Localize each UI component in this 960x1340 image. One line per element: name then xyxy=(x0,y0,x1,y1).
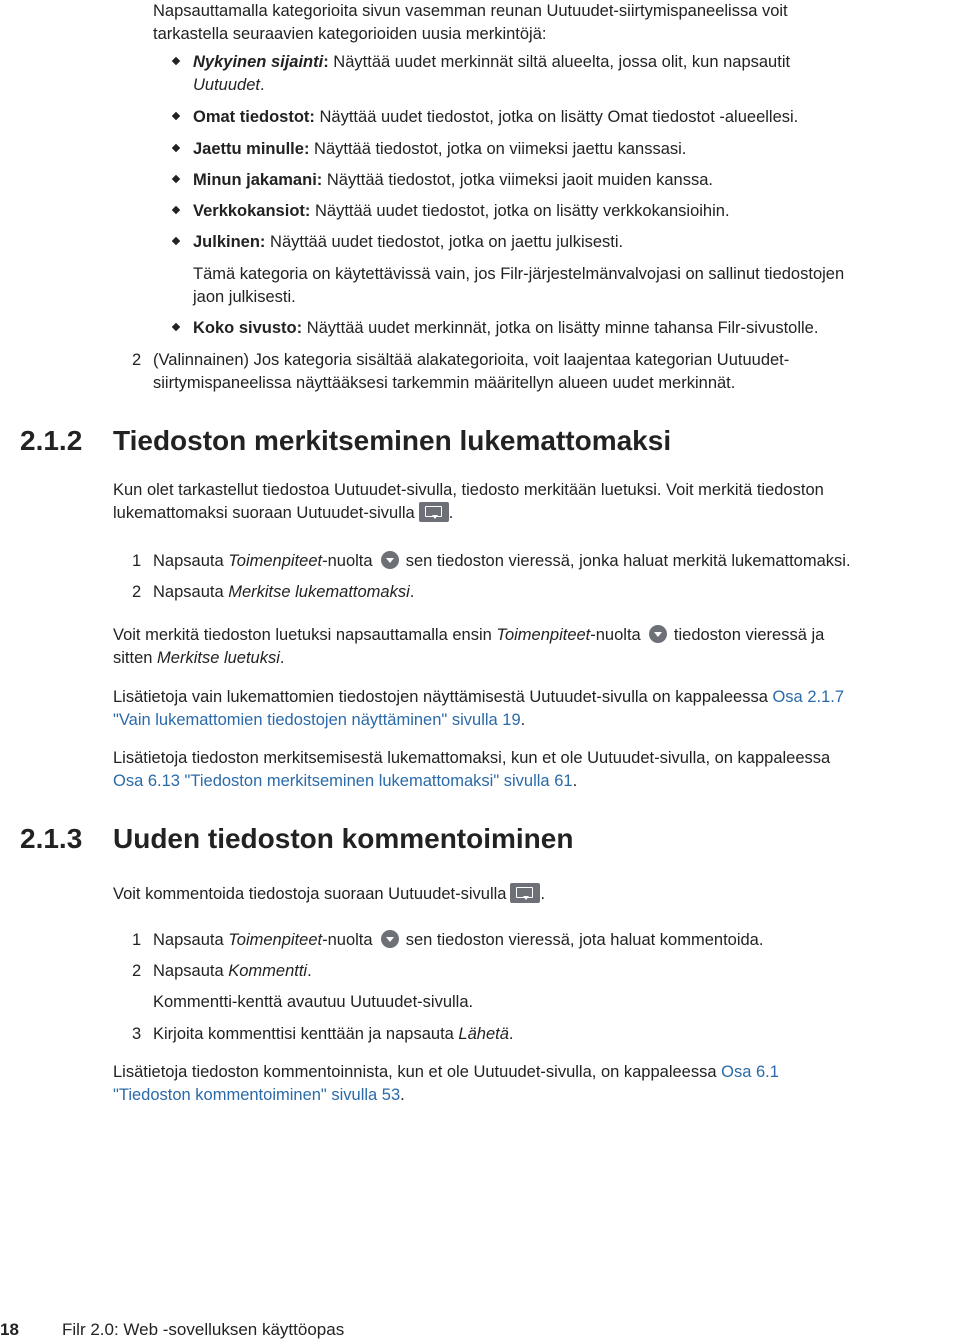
list-item: Nykyinen sijainti: Näyttää uudet merkinnät siltä alueelta, jossa olit, kun napsautit Uutuudet. xyxy=(193,53,791,94)
step-text: Napsauta Toimenpiteet-nuolta sen tiedoston vieressä, jota haluat kommentoida. xyxy=(153,931,764,949)
footer-title: Filr 2.0: Web -sovelluksen käyttöopas xyxy=(62,1320,345,1339)
list-item: Omat tiedostot: Näyttää uudet tiedostot, jotka on lisätty Omat tiedostot -alueellesi. xyxy=(193,108,799,126)
section-link[interactable]: "Tiedoston kommentoiminen" sivulla 53 xyxy=(113,1086,401,1104)
actions-arrow-icon xyxy=(381,551,399,569)
step-text: Napsauta Merkitse lukemattomaksi. xyxy=(153,583,415,601)
whats-new-icon xyxy=(419,502,449,522)
step-number: 2 xyxy=(132,583,142,601)
section-intro: Voit kommentoida tiedostoja suoraan Uutuudet-sivulla . xyxy=(113,885,546,903)
page-number: 18 xyxy=(0,1320,19,1339)
section-intro: Kun olet tarkastellut tiedostoa Uutuudet-sivulla, tiedosto merkitään luetuksi. Voit merkitä tiedoston lukemattomaksi suoraan Uutuudet-sivulla . xyxy=(113,481,824,522)
list-item: Jaettu minulle: Näyttää tiedostot, jotka on viimeksi jaettu kanssasi. xyxy=(193,140,687,158)
step-text: Kirjoita kommenttisi kenttään ja napsauta Lähetä. xyxy=(153,1025,514,1043)
section-link[interactable]: "Vain lukemattomien tiedostojen näyttäminen" sivulla 19 xyxy=(113,711,521,729)
whats-new-icon xyxy=(510,883,540,903)
list-item: Verkkokansiot: Näyttää uudet tiedostot, jotka on lisätty verkkokansioihin. xyxy=(193,202,730,220)
section-link[interactable]: Osa 6.1 xyxy=(721,1063,779,1081)
mark-read-paragraph: Voit merkitä tiedoston luetuksi napsauttamalla ensin Toimenpiteet-nuolta tiedoston vieressä ja sitten Merkitse luetuksi. xyxy=(113,626,825,667)
step-number: 1 xyxy=(132,931,142,949)
step-number: 2 xyxy=(132,351,142,369)
julkinen-note: Tämä kategoria on käytettävissä vain, jos Filr-järjestelmänvalvojasi on sallinut tiedostojen jaon julkisesti. xyxy=(193,265,845,306)
list-item: Koko sivusto: Näyttää uudet merkinnät, jotka on lisätty minne tahansa Filr-sivustolle. xyxy=(193,319,819,337)
intro-paragraph: Napsauttamalla kategorioita sivun vasemman reunan Uutuudet-siirtymispaneelissa voit tarkastella seuraavien kategorioiden uusia merkintöjä: xyxy=(153,2,788,43)
section-number: 2.1.2 xyxy=(20,425,83,456)
actions-arrow-icon xyxy=(649,625,667,643)
section-title: Uuden tiedoston kommentoiminen xyxy=(113,823,574,854)
list-item: Minun jakamani: Näyttää tiedostot, jotka viimeksi jaoit muiden kanssa. xyxy=(193,171,713,189)
more-info-paragraph: Lisätietoja tiedoston merkitsemisestä lukemattomaksi, kun et ole Uutuudet-sivulla, on kappaleessa Osa 6.13 "Tiedoston merkitseminen lukemattomaksi" sivulla 61. xyxy=(113,749,831,790)
step-number: 1 xyxy=(132,552,142,570)
step-note: Kommentti-kenttä avautuu Uutuudet-sivulla. xyxy=(153,993,474,1011)
step-text: Napsauta Toimenpiteet-nuolta sen tiedoston vieressä, jonka haluat merkitä lukemattomaksi. xyxy=(153,552,851,570)
step-text: (Valinnainen) Jos kategoria sisältää alakategorioita, voit laajentaa kategorian Uutuudet- siirtymispaneelissa näyttääksesi tarkemmin määritellyn alueen uudet merkinnät. xyxy=(153,351,790,392)
section-link[interactable]: Osa 6.13 "Tiedoston merkitseminen lukemattomaksi" sivulla 61 xyxy=(113,772,573,790)
more-info-paragraph: Lisätietoja vain lukemattomien tiedostojen näyttämisestä Uutuudet-sivulla on kappaleessa Osa 2.1.7 "Vain lukemattomien tiedostojen näyttäminen" sivulla 19. xyxy=(113,688,845,729)
actions-arrow-icon xyxy=(381,930,399,948)
section-title: Tiedoston merkitseminen lukemattomaksi xyxy=(113,425,672,456)
section-number: 2.1.3 xyxy=(20,823,83,854)
step-number: 2 xyxy=(132,962,142,980)
more-info-paragraph: Lisätietoja tiedoston kommentoinnista, kun et ole Uutuudet-sivulla, on kappaleessa Osa 6.1 "Tiedoston kommentoiminen" sivulla 53. xyxy=(113,1063,779,1104)
step-text: Napsauta Kommentti. xyxy=(153,962,312,980)
step-number: 3 xyxy=(132,1025,142,1043)
section-link[interactable]: Osa 2.1.7 xyxy=(772,688,845,706)
list-item: Julkinen: Näyttää uudet tiedostot, jotka on jaettu julkisesti. xyxy=(193,233,624,251)
